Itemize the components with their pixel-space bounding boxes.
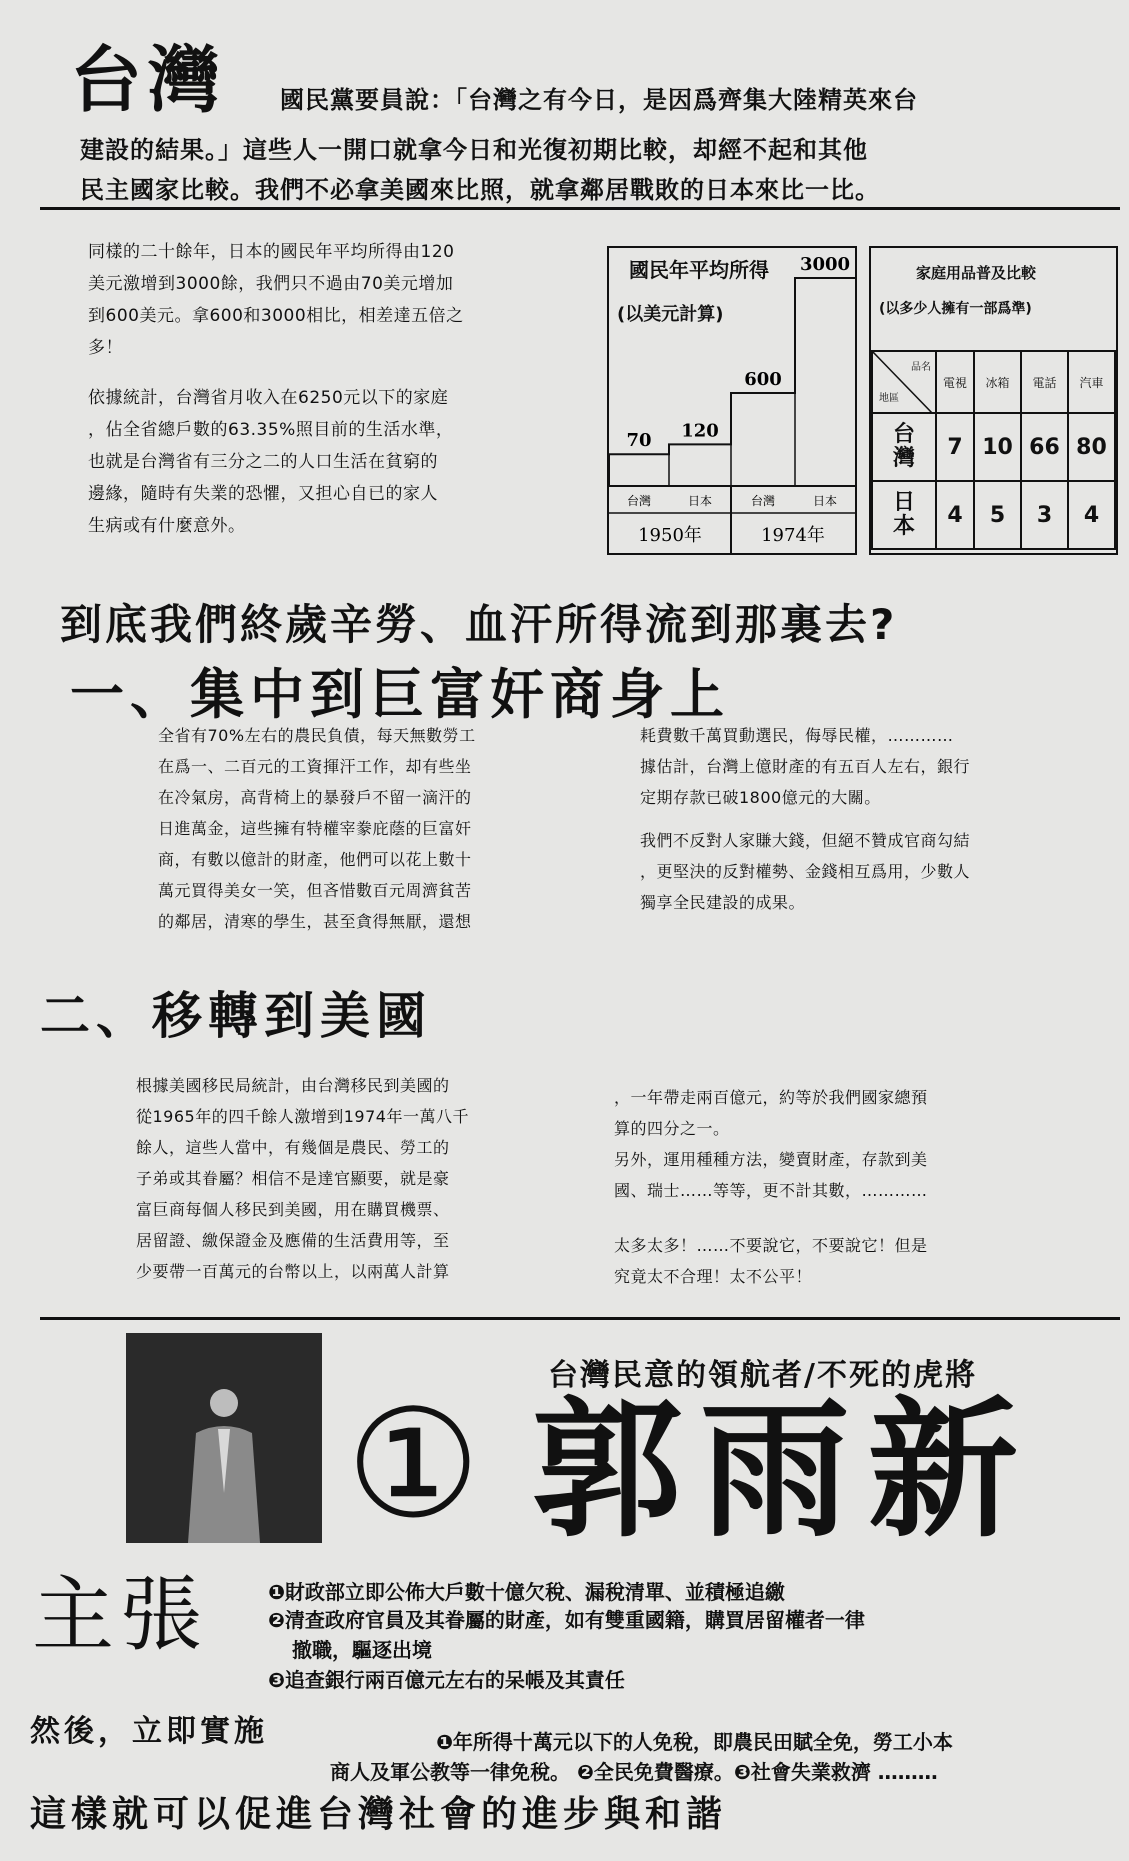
corner-bottom-label: 地區 [879,393,899,404]
compare-paragraph-2: 依據統計，台灣省月收入在6250元以下的家庭 ，佔全省總戶數的63.35%照目前的生活水準， 也就是台灣省有三分之二的人口生活在貧窮的 邊緣，隨時有失業的恐懼，又担心自已的家人 生病或有什麼意外。 [88,388,454,536]
section1-left-text: 全省有70%左右的農民負債，每天無數勞工 在爲一、二百元的工資揮汗工作，却有些坐 在冷氣房，高背椅上的暴發戶不留一滴汗的 日進萬金，這些擁有特權宰豢庇蔭的巨富奸 商，有數以億計的財產，他們可以花上數十 萬元買得美女一笑，但吝惜數百元周濟貧苦 的鄰居，清寒的學生，甚至貪得無厭，還想 [158,726,476,931]
platform-item-3: ❸追查銀行兩百億元左右的呆帳及其責任 [268,1668,625,1692]
income-category-label: 台灣 [750,494,776,508]
candidate-photo [126,1333,322,1543]
section2-right-text-1: ，一年帶走兩百億元，約等於我們國家總預 算的四分之一。 另外，運用種種方法，變賣財產，存款到美 國、瑞士……等等，更不計其數，………… [614,1088,928,1200]
platform-item-1: ❶財政部立即公佈大戶數十億欠稅、漏稅清單、並積極追繳 [268,1580,785,1604]
section1-right-text-2: 我們不反對人家賺大錢，但絕不贊成官商勾結 ，更堅決的反對權勢、金錢相互爲用，少數人 獨享全民建設的成果。 [640,831,971,912]
income-group-label: 1974年 [761,525,825,546]
income-value-label: 70 [626,430,652,452]
column-header: 冰箱 [974,351,1021,413]
household-table-subtitle: (以多少人擁有一部爲準) [879,301,1032,317]
column-header: 電話 [1021,351,1068,413]
income-step-line [609,278,855,486]
household-goods-table [869,246,1118,555]
page-title: 台灣 [70,37,227,122]
table-cell: 3 [1021,481,1068,549]
income-category-label: 日本 [687,494,713,508]
income-chart-subtitle: (以美元計算) [617,304,724,325]
section2-heading: 二、移轉到美國 [40,987,432,1045]
section2-left-text: 根據美國移民局統計，由台灣移民到美國的 從1965年的四千餘人激增到1974年一萬八千 餘人，這些人當中，有幾個是農民、勞工的 子弟或其眷屬？相信不是達官顯要，就是豪 富巨商每個人移民到美國，用在購買機票、 居留證、繳保證金及應備的生活費用等，至 少要帶一百萬元的台幣以上，以兩萬人計算 [136,1076,469,1281]
table-cell: 10 [974,413,1021,481]
income-chart-title: 國民年平均所得 [629,258,769,282]
compare-paragraph-1: 同樣的二十餘年，日本的國民年平均所得由120 美元激增到3000餘，我們只不過由70美元增加 到600美元。拿600和3000相比，相差達五倍之 多！ [88,242,464,358]
platform-item-2-cont: 撤職，驅逐出境 [292,1638,432,1662]
row-region-taiwan: 台灣 [872,413,936,481]
column-header: 汽車 [1068,351,1115,413]
table-cell: 4 [936,481,974,549]
platform-item-2: ❷清查政府官員及其眷屬的財產，如有雙重國籍，購買居留權者一律 [268,1608,865,1632]
section1-right-text-1: 耗費數千萬買動選民，侮辱民權，………… 據估計，台灣上億財產的有五百人左右，銀行 定期存款已破1800億元的大關。 [640,726,971,807]
candidate-number: ① [346,1378,481,1552]
candidate-rule [40,1317,1120,1320]
candidate-name: 郭雨新 [532,1384,1037,1558]
table-cell: 4 [1068,481,1115,549]
household-table-title: 家庭用品普及比較 [916,264,1037,282]
income-bars-svg [609,248,855,553]
intro-line-2: 建設的結果。」這些人一開口就拿今日和光復初期比較，却經不起和其他 [80,136,868,164]
column-header: 電視 [936,351,974,413]
table-cell: 80 [1068,413,1115,481]
closing-slogan: 這樣就可以促進台灣社會的進步與和諧 [30,1794,728,1835]
household-data-table [871,350,1116,550]
intro-line-3: 民主國家比較。我們不必拿美國來比照，就拿鄰居戰敗的日本來比一比。 [80,176,880,204]
income-category-label: 日本 [812,494,838,508]
platform-label: 主張 [32,1568,209,1663]
candidate-slogan: 台灣民意的領航者/不死的虎將 [548,1358,977,1393]
table-cell: 5 [974,481,1021,549]
then-text-2: 商人及軍公教等一律免稅。 ❷全民免費醫療。❸社會失業救濟 ……… [330,1760,938,1784]
income-group-label: 1950年 [638,525,702,546]
row-region-japan: 日本 [872,481,936,549]
section2-right-text-2: 太多太多！……不要說它，不要說它！但是 究竟太不合理！太不公平！ [614,1236,928,1286]
table-corner-cell [872,351,936,413]
income-category-label: 台灣 [626,494,652,508]
then-text-1: ❶年所得十萬元以下的人免稅，即農民田賦全免，勞工小本 [436,1730,953,1754]
question-heading: 到底我們終歲辛勞、血汗所得流到那裏去? [60,600,898,649]
income-value-label: 600 [744,368,782,390]
income-chart [607,246,857,555]
portrait-figure-icon [126,1333,322,1543]
table-cell: 66 [1021,413,1068,481]
header-rule [40,207,1120,210]
corner-top-label: 品名 [911,362,931,373]
section1-heading: 一、集中到巨富奸商身上 [70,663,730,726]
income-value-label: 3000 [799,254,851,275]
then-label: 然後，立即實施 [30,1714,268,1749]
income-value-label: 120 [681,420,719,442]
table-cell: 7 [936,413,974,481]
intro-line-1: 國民黨要員說：「台灣之有今日，是因爲齊集大陸精英來台 [280,86,918,114]
